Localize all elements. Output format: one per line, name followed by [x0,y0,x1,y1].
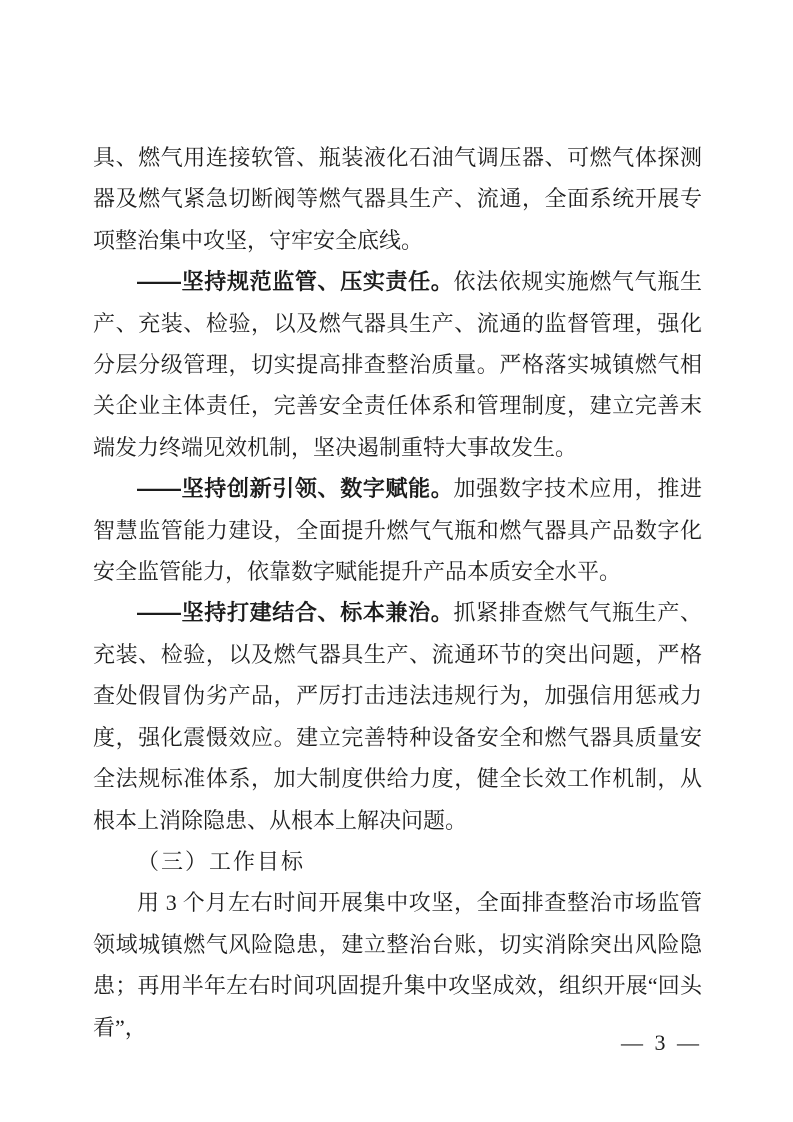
paragraph-principle-3 [93,592,702,840]
paragraph-principle-2 [93,468,702,592]
paragraph-text: 依法依规实施燃气气瓶生产、充装、检验，以及燃气器具生产、流通的监督管理，强化分层分级管理，切实提高排查整治质量。严格落实城镇燃气相关企业主体责任，完善安全责任体系和管理制度，建立完善末端发力终端见效机制，坚决遏制重特大事故发生。 [93,269,702,460]
paragraph-work-goals [93,882,702,1048]
paragraph-principle-1 [93,261,702,468]
paragraph-bold-lead: ——坚持创新引领、数字赋能。 [137,476,454,502]
document-body [93,137,702,1048]
paragraph-text: 用 3 个月左右时间开展集中攻坚，全面排查整治市场监管领域城镇燃气风险隐患，建立整治台账，切实消除突出风险隐患；再用半年左右时间巩固提升集中攻坚成效，组织开展“回头看”， [93,890,702,1040]
paragraph-text: 加强数字技术应用，推进智慧监管能力建设，全面提升燃气气瓶和燃气器具产品数字化安全监管能力，依靠数字赋能提升产品本质安全水平。 [93,476,702,585]
paragraph-continuation [93,137,702,261]
paragraph-text: 抓紧排查燃气气瓶生产、充装、检验，以及燃气器具生产、流通环节的突出问题，严格查处假冒伪劣产品，严厉打击违法违规行为，加强信用惩戒力度，强化震慑效应。建立完善特种设备安全和燃气器具质量安全法规标准体系，加大制度供给力度，健全长效工作机制，从根本上消除隐患、从根本上解决问题。 [93,600,702,833]
paragraph-bold-lead: ——坚持规范监管、压实责任。 [137,269,454,295]
paragraph-text: 具、燃气用连接软管、瓶装液化石油气调压器、可燃气体探测器及燃气紧急切断阀等燃气器具生产、流通，全面系统开展专项整治集中攻坚，守牢安全底线。 [93,145,702,253]
page-number: — 3 — [621,1030,702,1055]
paragraph-bold-lead: ——坚持打建结合、标本兼治。 [137,600,454,626]
section-heading-work-goals: （三）工作目标 [137,848,306,874]
